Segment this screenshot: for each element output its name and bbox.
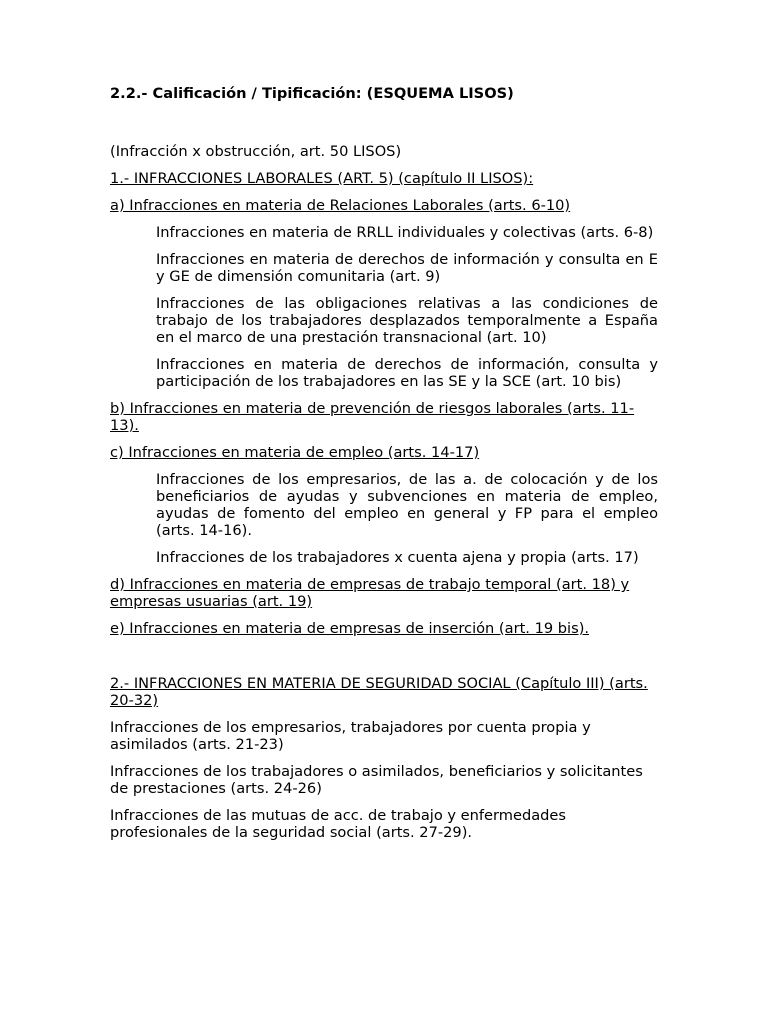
section2-title: 2.- INFRACCIONES EN MATERIA DE SEGURIDAD SOCIAL (Capítulo III) (arts. 20-32) [110, 675, 648, 709]
section1-c-item: Infracciones de los empresarios, de las a. de colocación y de los beneficiarios de ayudas y subvenciones en materia de empleo, ayudas de fomento del empleo en general y FP para el empleo (arts. 14-16). [156, 471, 658, 539]
intro-text: (Infracción x obstrucción, art. 50 LISOS) [110, 143, 402, 160]
section2-item: Infracciones de las mutuas de acc. de trabajo y enfermedades profesionales de la seguridad social (arts. 27-29). [110, 807, 567, 841]
section1-b-title: b) Infracciones en materia de prevención de riesgos laborales (arts. 11-13). [110, 400, 635, 434]
section1-e-title: e) Infracciones en materia de empresas de inserción (art. 19 bis). [110, 620, 590, 637]
section1-d-title: d) Infracciones en materia de empresas de trabajo temporal (art. 18) y empresas usuarias (art. 19) [110, 576, 630, 610]
section1-a-item: Infracciones en materia de RRLL individuales y colectivas (arts. 6-8) [156, 224, 654, 241]
section2-item: Infracciones de los trabajadores o asimilados, beneficiarios y solicitantes de prestaciones (arts. 24-26) [110, 763, 643, 797]
document-heading: 2.2.- Calificación / Tipificación: (ESQUEMA LISOS) [110, 85, 514, 102]
section1-a-item: Infracciones de las obligaciones relativas a las condiciones de trabajo de los trabajadores desplazados temporalmente a España en el marco de una prestación transnacional (art. 10) [156, 295, 658, 346]
section1-a-item: Infracciones en materia de derechos de información, consulta y participación de los trabajadores en las SE y la SCE (art. 10 bis) [156, 356, 658, 390]
section1-a-item: Infracciones en materia de derechos de información y consulta en E y GE de dimensión comunitaria (art. 9) [156, 251, 658, 285]
section-spacer [110, 647, 658, 675]
section1-c-title: c) Infracciones en materia de empleo (arts. 14-17) [110, 444, 480, 461]
document-page [110, 84, 658, 851]
section1-a-title: a) Infracciones en materia de Relaciones Laborales (arts. 6-10) [110, 197, 571, 214]
section2-item: Infracciones de los empresarios, trabajadores por cuenta propia y asimilados (arts. 21-23) [110, 719, 591, 753]
section1-title: 1.- INFRACCIONES LABORALES (ART. 5) (capítulo II LISOS): [110, 170, 534, 187]
section1-c-item: Infracciones de los trabajadores x cuenta ajena y propia (arts. 17) [156, 549, 639, 566]
